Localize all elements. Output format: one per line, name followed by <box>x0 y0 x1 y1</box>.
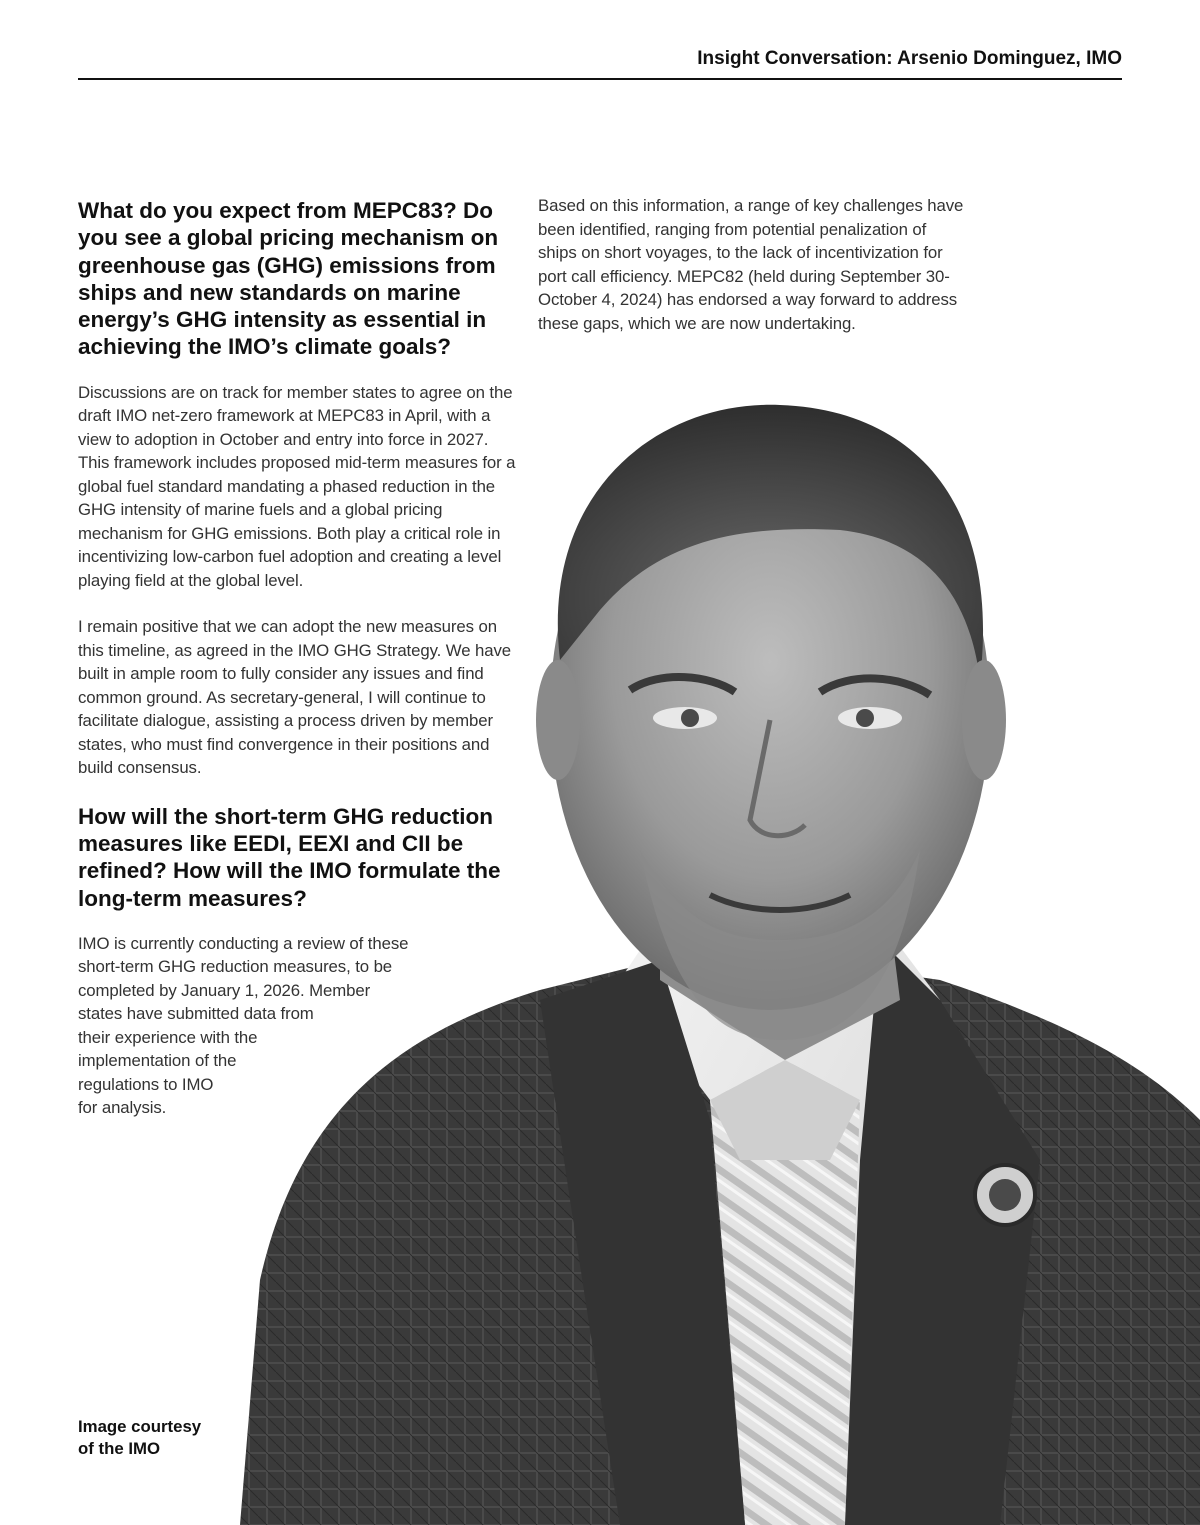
answer-paragraph: Based on this information, a range of key challenges have been identified, ranging from potential penalization of ships on short voyages, to the lack of incentivization for port call efficiency. MEPC82 (held during September 30-October 4, 2024) has endorsed a way forward to address these gaps, which we are now undertaking. <box>538 196 964 333</box>
credit-line: Image courtesy <box>78 1417 202 1436</box>
left-column <box>78 197 518 1143</box>
answer-paragraph: Discussions are on track for member states to agree on the draft IMO net-zero framework at MEPC83 in April, with a view to adoption in October and entry into force in 2027. This framework includes proposed mid-term measures for a global fuel standard mandating a phased reduction in the GHG intensity of marine fuels and a global pricing mechanism for GHG emissions. Both play a critical role in incentivizing low-carbon fuel adoption and creating a level playing field at the global level. <box>78 382 516 590</box>
answer-paragraph: I remain positive that we can adopt the new measures on this timeline, as agreed in the IMO GHG Strategy. We have built in ample room to fully consider any issues and find common ground. As secretary-general, I will continue to facilitate dialogue, assisting a process driven by member states, who must find convergence in their positions and build consensus. <box>78 617 511 778</box>
text-line: states have submitted data from <box>78 1004 314 1024</box>
text-line: implementation of the <box>78 1051 237 1071</box>
text-line: regulations to IMO <box>78 1074 214 1094</box>
right-column <box>538 194 968 358</box>
running-header: Insight Conversation: Arsenio Dominguez, IMO <box>78 48 1122 80</box>
answer-paragraph <box>78 932 518 1120</box>
credit-line: of the IMO <box>78 1439 161 1458</box>
text-line: short-term GHG reduction measures, to be <box>78 957 393 977</box>
text-line: for analysis. <box>78 1098 167 1118</box>
image-credit <box>78 1416 238 1460</box>
text-line: completed by January 1, 2026. Member <box>78 980 371 1000</box>
question-heading: How will the short-term GHG reduction measures like EEDI, EEXI and CII be refined? How will the IMO formulate the long-term measures? <box>78 803 501 911</box>
text-line: their experience with the <box>78 1027 258 1047</box>
question-heading: What do you expect from MEPC83? Do you see a global pricing mechanism on greenhouse gas (GHG) emissions from ships and new standards on marine energy’s GHG intensity as essential in achieving the IMO’s climate goals? <box>78 198 499 360</box>
text-line: IMO is currently conducting a review of these <box>78 933 409 953</box>
